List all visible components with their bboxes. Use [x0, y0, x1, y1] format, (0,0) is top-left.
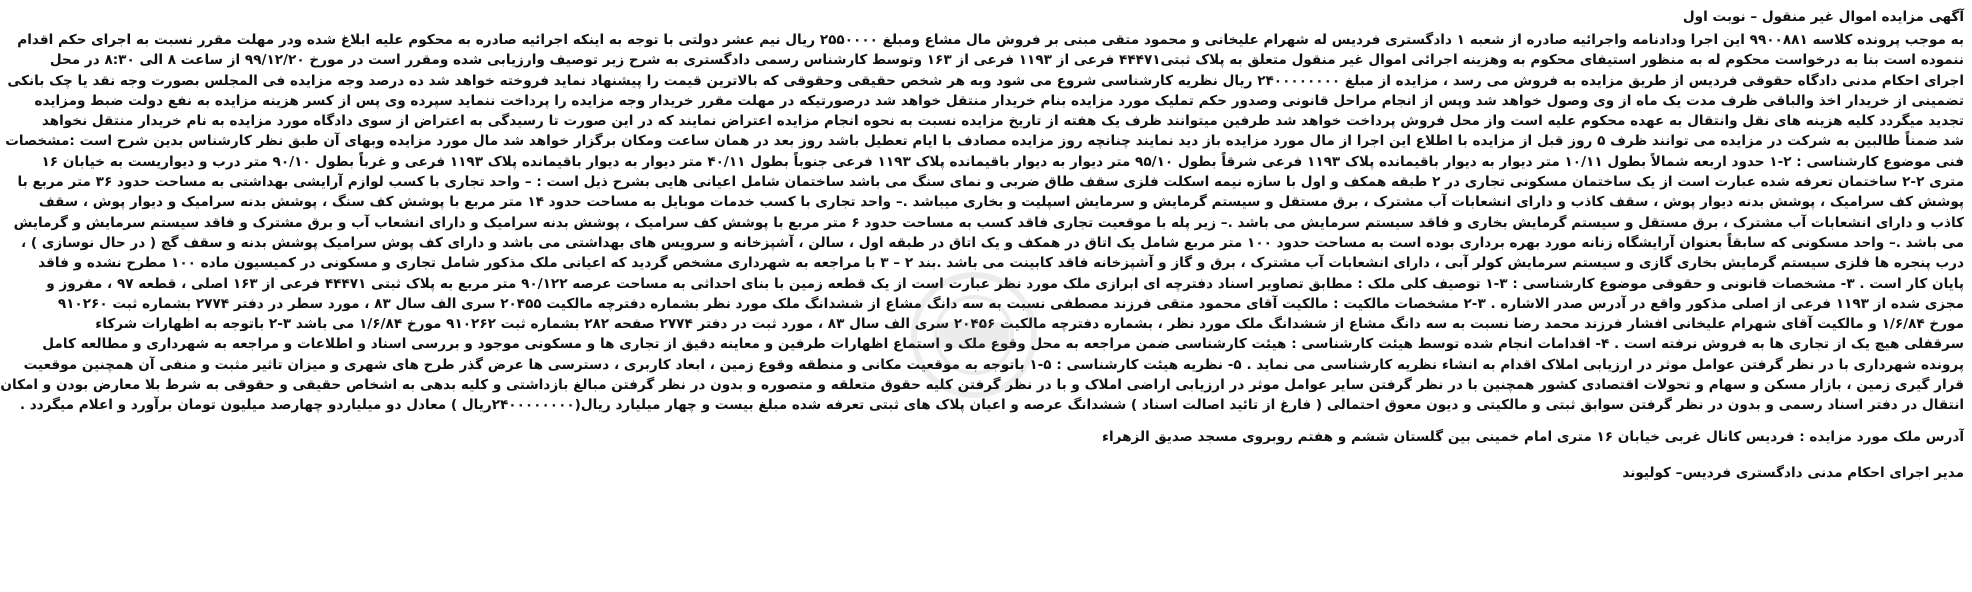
body-line: به موجب پرونده کلاسه ۹۹۰۰۸۸۱ این اجرا ودادنامه واجرائیه صادره از شعبه ۱ دادگستری فردیس له شهرام علیخانی و محمود متقی مبنی بر فروش مال مشاع ومبلغ ۲۵۵۰۰۰۰ ریال نیم عشر دولتی با توجه به اینکه اجرائیه صادره به محکوم علیه ابلاغ شده ودر مهلت مقرر نسبت به اجرای حکم اقدام — [17, 32, 1964, 48]
body-line: پرونده شهرداری با در نظر گرفتن عوامل موثر در ارزیابی املاک اقدام به انشاء نظریه کارشناسی می نماید . ۵- نظریه هیئت کارشناسی : ۵-۱ باتوجه به موقعیت مکانی و منطقه وقوع زمین ، ابعاد کاربری ، دسترسی ها عرض گذر طرح های شهری و میزان تاثیر مثبت و منفی آن همچنین موقعیت — [23, 356, 1964, 373]
body-line: انتقال در دفتر اسناد رسمی و بدون در نظر گرفتن سوابق ثبتی و مالکیتی و دیون معوق احتمالی ( فارغ از تائید اصالت اسناد ) ششدانگ عرصه و اعیان پلاک های ثبتی تعرفه شده مبلغ بیست و چهار میلیارد ریال(۲۴۰۰۰۰۰۰۰۰ریال ) معادل دو میلیاردو چهارصد میلیون تومان برآورد و اعلام میگردد . — [19, 397, 1964, 414]
body-line: پایان کار است . ۳- مشخصات قانونی و حقوقی موضوع کارشناسی : ۳-۱ توصیف کلی ملک : مطابق تصاویر اسناد دفترچه ای ابرازی ملک مورد نظر عبارت است از یک قطعه زمین با بنای احداثی به مساحت عرصه ۹۰/۱۲۲ متر مربع به پلاک ثبتی ۴۴۴۷۱ فرعی از ۱۶۳ اصلی ، قطعه ۹۷ ، مفروز و — [46, 275, 1964, 292]
notice-body — [0, 30, 1964, 416]
body-line: ننموده است بنا به درخواست محکوم له به منظور استیفای محکوم به وهزینه اجرائی اموال غیر منقول متعلق به پلاک ثبتی۴۴۴۷۱ فرعی از ۱۱۹۳ فرعی از ۱۶۳ وتوسط کارشناس رسمی دادگستری به شرح زیر توصیف وارزیابی شده ومقرر است در مورخ ۹۹/۱۲/۲۰ از ساعت ۸ الی ۸:۳۰ در محل — [49, 52, 1964, 69]
body-line: متری ۲-۲ ساختمان تعرفه شده عبارت است از یک ساختمان مسکونی تجاری در ۲ طبقه همکف و اول با سازه نیمه اسکلت فلزی سقف طاق ضربی و نمای سنگ می باشد ساختمان شامل اعیانی هایی بشرح ذیل است : – واحد تجاری با کسب لوازم آرایشی بهداشتی به مساحت حدود ۳۶ متر مربع با — [17, 174, 1964, 191]
body-line: قرار گیری زمین ، بازار مسکن و سهام و تحولات اقتصادی کشور همچنین با در نظر گرفتن سایر عوامل موثر در ارزیابی اراضی املاک و با در نظر گرفتن کلیه حقوق متعلقه و متصوره و بدون در نظر گرفتن مبالغ بازداشتی و کلیه بدهی به اشخاص حقیقی و حقوقی به شرط بلا معارض بودن و امکان — [0, 377, 1964, 394]
body-line: پوشش کف سرامیک ، پوشش بدنه دیوار پوش ، سقف کاذب و دارای انشعابات آب مشترک ، برق مستقل و سیستم گرمایش و سرمایش اسپلیت و بخاری میباشد .– واحد تجاری با کسب خدمات موبایل به مساحت حدود ۱۴ متر مربع با پوشش کف سنگ ، پوشش بدنه سرامیک و دیوار پوش ، سقف — [38, 194, 1964, 211]
body-line: مجزی شده از ۱۱۹۳ فرعی از اصلی مذکور واقع در آدرس صدر الاشاره . ۳-۲ مشخصات مالکیت : مالکیت آقای محمود متقی فرزند مصطفی نسبت به سه دانگ مشاع از ششدانگ ملک مورد نظر بشماره دفترچه مالکیت ۲۰۴۵۵ سری الف سال ۸۳ ، مورد سطر در دفتر ۲۷۷۴ بشماره ثبت ۹۱۰۲۶۰ — [57, 295, 1964, 312]
auction-notice — [0, 6, 1964, 484]
body-line: کاذب و دارای انشعابات آب مشترک ، برق مستقل و سیستم گرمایش بخاری و فاقد سیستم سرمایش می باشد .– زیر پله با موقعیت تجاری فاقد کسب به مساحت حدود ۶ متر مربع با پوشش کف سرامیک ، پوشش بدنه سرامیک و دارای انشعاب آب و برق مشترک و فاقد سیستم سرمایش و گرمایش — [13, 214, 1964, 231]
body-line: شد ضمناً طالبین به شرکت در مزایده می توانند ظرف ۵ روز قبل از مزایده با اطلاع این اجرا از مال مورد مزایده باز دید نمایند چنانچه روز مزایده مصادف با ایام تعطیل باشد روز بعد در همان ساعت ومکان برگزار خواهد شد مال مورد مزایده وبهای آن طبق نظر کارشناس بدین شرح است :مشخصات — [5, 133, 1964, 150]
body-line: مورخ ۱/۶/۸۴ و مالکیت آقای شهرام علیخانی افشار فرزند محمد رضا نسبت به سه دانگ مشاع از ششدانگ ملک مورد نظر ، بشماره دفترچه مالکیت ۲۰۴۵۶ سری الف سال ۸۳ ، مورد ثبت در دفتر ۲۷۷۴ صفحه ۲۸۲ بشماره ثبت ۹۱۰۲۶۲ مورخ ۱/۶/۸۴ می باشد ۳-۲ باتوجه به اظهارات شرکاء — [95, 316, 1964, 333]
signature-line: مدیر اجرای احکام مدنی دادگستری فردیس– کولیوند — [1622, 464, 1964, 481]
body-line: می باشد .– واحد مسکونی که سابقاً بعنوان آرایشگاه زنانه مورد بهره برداری بوده است به مساحت حدود ۱۰۰ متر مربع شامل یک اتاق در همکف و یک اتاق در طبقه اول ، سالن ، آشپزخانه و سرویس های بهداشتی می باشد و دارای کف پوش سرامیک پوشش بدنه و سقف گچ ( در حال نوسازی ) ، — [21, 234, 1964, 251]
body-line: سرقفلی هیچ یک از تجاری ها به فروش نرفته است . ۴- اقدامات انجام شده توسط هیئت کارشناسی : هیئت کارشناسی ضمن مراجعه به محل وقوع ملک و استماع اظهارات طرفین و معاینه دقیق از تجاری ها و مسکونی موجود و بررسی اسناد و اطلاعات و مراجعه به شهرداری و مطالعه کامل — [42, 336, 1964, 353]
notice-title: آگهی مزایده اموال غیر منقول – نوبت اول — [1682, 9, 1964, 25]
body-line: تضمینی از خریدار اخذ والباقی ظرف مدت یک ماه از وی وصول خواهد شد وپس از انجام مراحل قانونی وصدور حکم تملیک مورد مزایده بنام خریدار منتقل خواهد شد درصورتیکه در مهلت مقرر خریدار وجه مزایده را پرداخت ننماید سپرده وی پس از کسر هزینه مزایده به نفع دولت ضبط ومزایده — [34, 92, 1964, 109]
body-line: درب پنجره ها فلزی سیستم گرمایش بخاری گازی و سیستم سرمایش کولر آبی ، دارای انشعابات آب مشترک ، برق و گاز و آشپزخانه فاقد کابینت می باشد .بند ۲ – ۳ با مراجعه به شهرداری مشخص گردید که اعیانی ملک مذکور شامل تجاری و مسکونی در کمیسیون ماده ۱۰۰ مطرح نشده و فاقد — [38, 255, 1964, 272]
body-line: اجرای احکام مدنی دادگاه حقوقی فردیس از طریق مزایده به فروش می رسد ، مزایده از مبلغ ۲۴۰۰۰۰۰۰۰۰ ریال نظریه کارشناسی شروع می شود وبه هر شخص حقیقی وحقوقی که بالاترین قیمت را پیشنهاد نماید فروخته خواهد شد ده درصد وجه مزایده فی المجلس بصورت وجه نقد یا چک بانکی — [7, 72, 1964, 89]
body-line: فنی موضوع کارشناسی : ۲-۱ حدود اربعه شمالاً بطول ۱۰/۱۱ متر دیوار به دیوار باقیمانده پلاک ۱۱۹۳ فرعی شرقاً بطول ۹۵/۱۰ متر دیوار به دیوار باقیمانده پلاک ۱۱۹۳ فرعی جنوباً بطول ۴۰/۱۱ متر دیوار به دیوار باقیمانده پلاک ۱۱۹۳ فرعی و غرباً بطول ۹۰/۱۰ متر درب و دیواریست به خیابان ۱۶ — [41, 153, 1964, 170]
property-address: آدرس ملک مورد مزایده : فردیس کانال غربی خیابان ۱۶ متری امام خمینی بین گلستان ششم و هفتم روبروی مسجد صدیق الزهراء — [1102, 428, 1964, 445]
body-line: تجدید میگردد کلیه هزینه های نقل وانتقال به عهده محکوم علیه است واز محل فروش پرداخت خواهد شد طرفین میتوانند ظرف یک هفته از تاریخ مزایده نسبت به نحوه انجام مزایده اعتراض نمایند که در این صورت تا رسیدگی به اعتراض از سوی دادگاه مورد مزایده به نام خریدار منتقل نخواهد — [41, 113, 1964, 130]
